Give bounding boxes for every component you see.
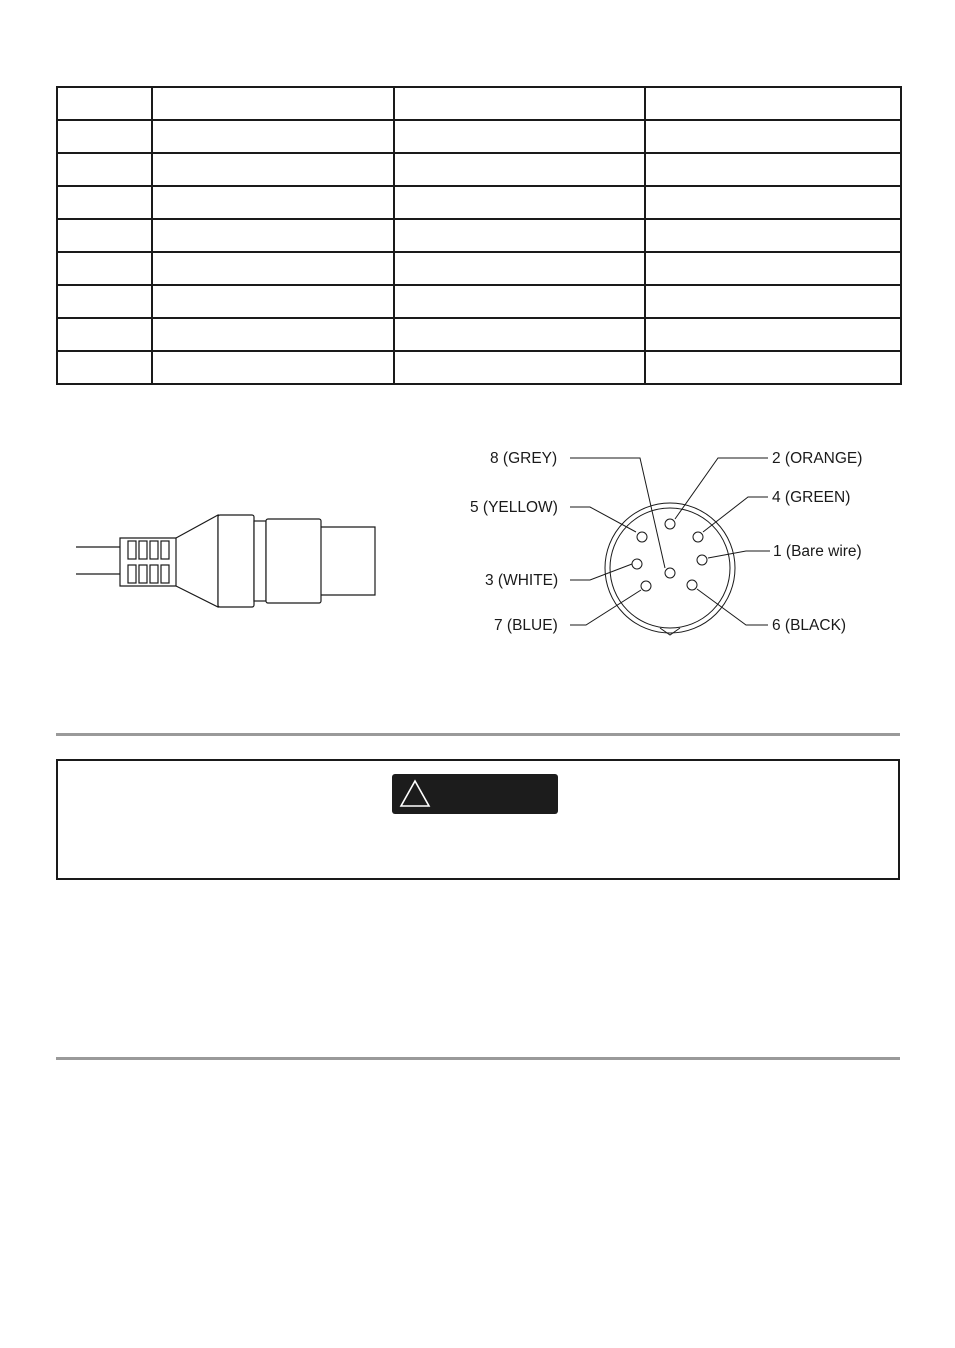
table-cell: [394, 120, 645, 153]
warning-box: [56, 759, 900, 880]
table-cell: [394, 186, 645, 219]
table-cell: [645, 120, 901, 153]
table-cell: [57, 120, 152, 153]
table-cell: [152, 219, 394, 252]
table-cell: [152, 87, 394, 120]
table-row: [57, 318, 901, 351]
pin-1-label: 1 (Bare wire): [773, 543, 862, 560]
table-cell: [394, 285, 645, 318]
table-row: [57, 153, 901, 186]
connector-pinout-diagram: [460, 440, 900, 650]
table-cell: [152, 252, 394, 285]
warning-badge: [392, 774, 558, 814]
connector-plug-illustration: [70, 505, 390, 615]
pin-2-label: 2 (ORANGE): [772, 450, 863, 467]
table-cell: [57, 87, 152, 120]
pin-8-label: 8 (GREY): [490, 450, 558, 467]
table-cell: [152, 186, 394, 219]
section-divider: [56, 1057, 900, 1060]
section-divider: [56, 733, 900, 736]
table-cell: [152, 120, 394, 153]
table-cell: [645, 186, 901, 219]
pin-4-label: 4 (GREEN): [772, 489, 851, 506]
table-cell: [394, 351, 645, 384]
table-cell: [394, 153, 645, 186]
table-row: [57, 351, 901, 384]
pin-table-body: [57, 87, 901, 384]
table-cell: [57, 219, 152, 252]
pin-6-socket: [687, 580, 697, 590]
table-cell: [394, 219, 645, 252]
pin-table: [56, 86, 902, 385]
table-cell: [645, 351, 901, 384]
table-cell: [645, 285, 901, 318]
table-cell: [152, 285, 394, 318]
table-cell: [152, 318, 394, 351]
table-row: [57, 120, 901, 153]
table-cell: [57, 153, 152, 186]
table-cell: [645, 252, 901, 285]
table-cell: [645, 219, 901, 252]
table-cell: [645, 153, 901, 186]
warning-triangle-icon: [398, 778, 432, 810]
table-cell: [57, 252, 152, 285]
pin-7-label: 7 (BLUE): [494, 617, 558, 634]
table-cell: [57, 351, 152, 384]
table-row: [57, 219, 901, 252]
table-cell: [645, 87, 901, 120]
pin-3-socket: [632, 559, 642, 569]
pin-1-socket: [697, 555, 707, 565]
pin-7-socket: [641, 581, 651, 591]
table-cell: [645, 318, 901, 351]
pin-5-label: 5 (YELLOW): [470, 499, 558, 516]
table-cell: [57, 285, 152, 318]
pin-4-socket: [693, 532, 703, 542]
table-cell: [152, 351, 394, 384]
table-row: [57, 252, 901, 285]
table-row: [57, 186, 901, 219]
table-cell: [152, 153, 394, 186]
table-cell: [394, 318, 645, 351]
table-cell: [57, 318, 152, 351]
pin-6-label: 6 (BLACK): [772, 617, 847, 634]
table-cell: [57, 186, 152, 219]
table-row: [57, 87, 901, 120]
pin-2-socket: [665, 519, 675, 529]
pin-8-socket: [665, 568, 675, 578]
pin-3-label: 3 (WHITE): [485, 572, 559, 589]
pin-5-socket: [637, 532, 647, 542]
table-cell: [394, 252, 645, 285]
table-cell: [394, 87, 645, 120]
table-row: [57, 285, 901, 318]
